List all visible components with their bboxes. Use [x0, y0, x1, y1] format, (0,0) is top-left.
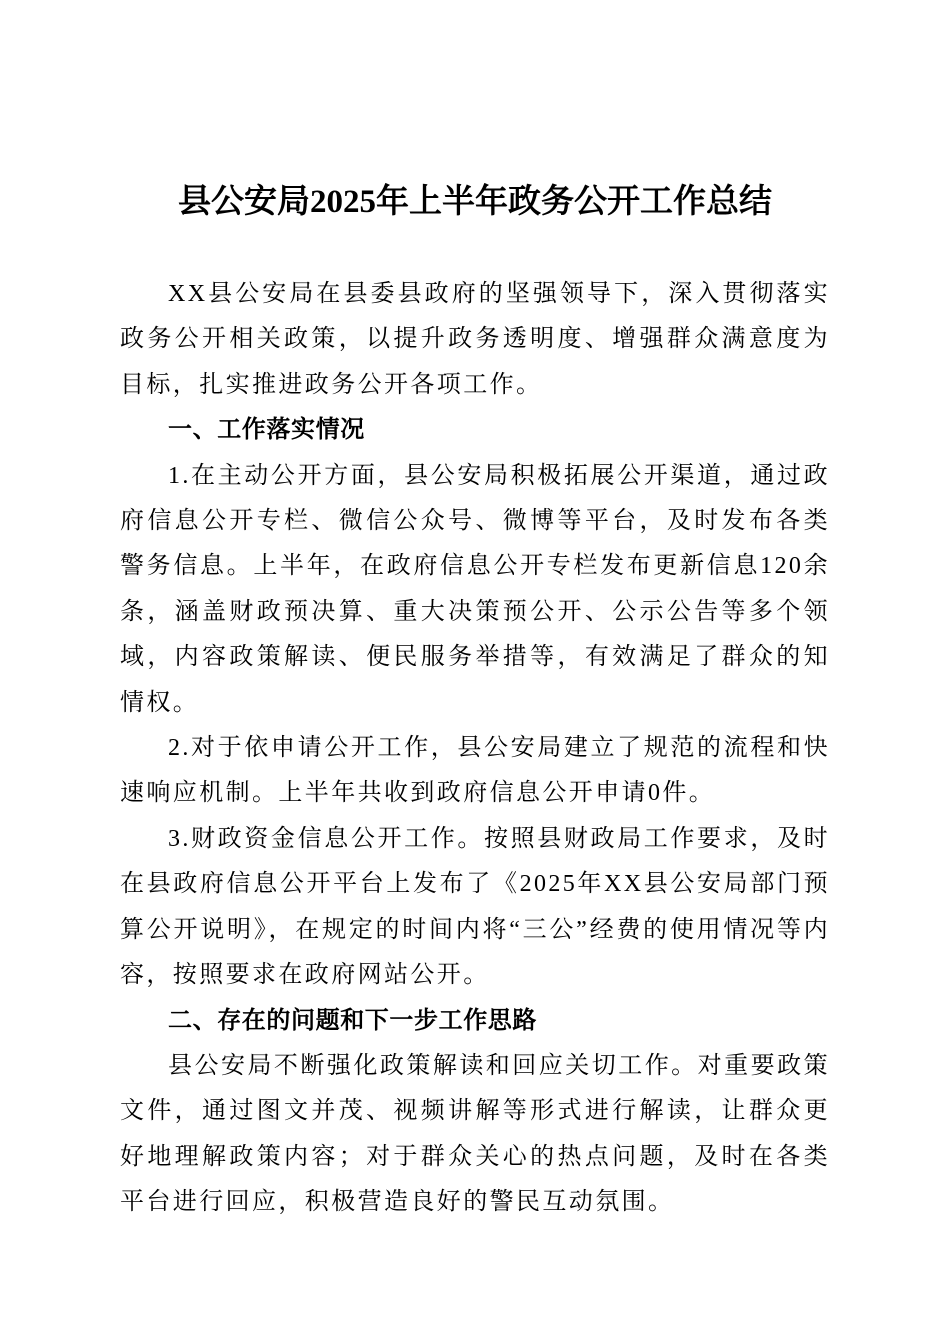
- problems-paragraph: 县公安局不断强化政策解读和回应关切工作。对重要政策文件，通过图文并茂、视频讲解等形式进行解读，让群众更好地理解政策内容；对于群众关心的热点问题，及时在各类平台进行回应，积极营造良好的警民互动氛围。: [120, 1052, 830, 1216]
- document-body: [120, 272, 830, 1226]
- section-heading-implementation: 一、工作落实情况: [168, 417, 365, 444]
- implementation-item-fiscal-disclosure: 3.财政资金信息公开工作。按照县财政局工作要求，及时在县政府信息公开平台上发布了《2025年XX县公安局部门预算公开说明》，在规定的时间内将“三公”经费的使用情况等内容，按照要求在政府网站公开。: [120, 825, 830, 989]
- implementation-item-request-disclosure: 2.对于依申请公开工作，县公安局建立了规范的流程和快速响应机制。上半年共收到政府信息公开申请0件。: [120, 735, 830, 807]
- intro-paragraph: XX县公安局在县委县政府的坚强领导下，深入贯彻落实政务公开相关政策，以提升政务透明度、增强群众满意度为目标，扎实推进政务公开各项工作。: [120, 281, 830, 398]
- document-title: 县公安局2025年上半年政务公开工作总结: [178, 184, 772, 220]
- implementation-item-proactive-disclosure: 1.在主动公开方面，县公安局积极拓展公开渠道，通过政府信息公开专栏、微信公众号、微博等平台，及时发布各类警务信息。上半年，在政府信息公开专栏发布更新信息120余条，涵盖财政预决算、重大决策预公开、公示公告等多个领域，内容政策解读、便民服务举措等，有效满足了群众的知情权。: [120, 462, 830, 716]
- section-heading-problems-next-steps: 二、存在的问题和下一步工作思路: [168, 1007, 537, 1034]
